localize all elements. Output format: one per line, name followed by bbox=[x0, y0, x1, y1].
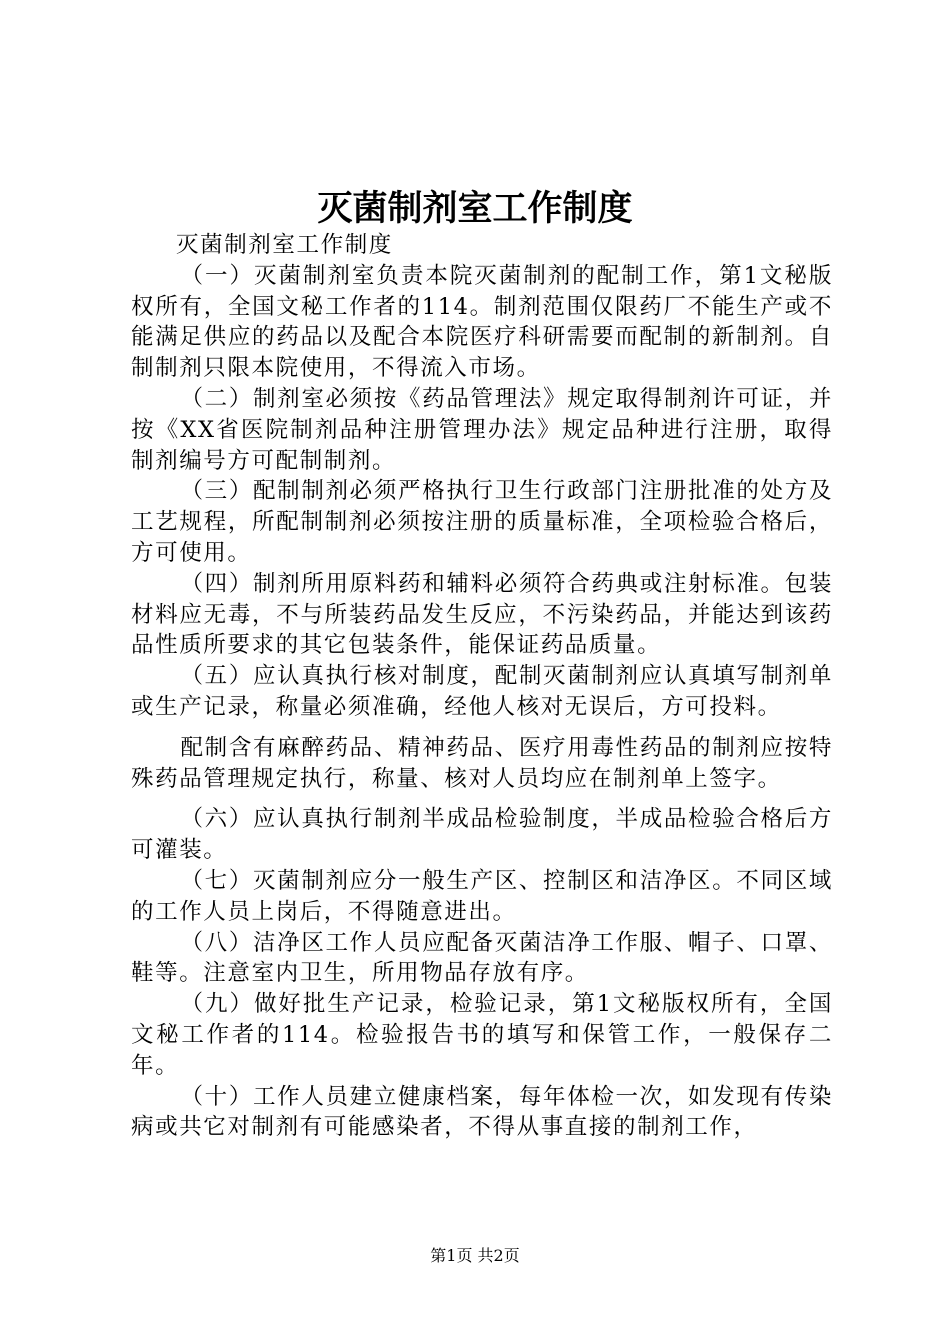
clause-9-paragraph: （九）做好批生产记录，检验记录，第1文秘版权所有，全国文秘工作者的114。检验报告书的填写和保管工作，一般保存二年。 bbox=[131, 991, 833, 1079]
clause-5-paragraph: （五）应认真执行核对制度，配制灭菌制剂应认真填写制剂单或生产记录，称量必须准确，经他人核对无误后，方可投料。 bbox=[131, 663, 833, 720]
page-number-footer: 第1页 共2页 bbox=[430, 1246, 520, 1265]
clause-3-paragraph: （三）配制制剂必须严格执行卫生行政部门注册批准的处方及工艺规程，所配制制剂必须按注册的质量标准，全项检验合格后，方可使用。 bbox=[131, 478, 833, 566]
clause-7-paragraph: （七）灭菌制剂应分一般生产区、控制区和洁净区。不同区域的工作人员上岗后，不得随意进出。 bbox=[131, 867, 833, 925]
clause-10-paragraph: （十）工作人员建立健康档案，每年体检一次，如发现有传染病或共它对制剂有可能感染者，不得从事直接的制剂工作， bbox=[131, 1083, 833, 1141]
clause-6-paragraph: （六）应认真执行制剂半成品检验制度，半成品检验合格后方可灌装。 bbox=[131, 806, 833, 864]
special-drugs-paragraph: 配制含有麻醉药品、精神药品、医疗用毒性药品的制剂应按特殊药品管理规定执行，称量、核对人员均应在制剂单上签字。 bbox=[131, 734, 833, 792]
clause-2-paragraph: （二）制剂室必须按《药品管理法》规定取得制剂许可证，并按《XX省医院制剂品种注册管理办法》规定品种进行注册，取得制剂编号方可配制制剂。 bbox=[131, 385, 833, 474]
document-title: 灭菌制剂室工作制度 bbox=[317, 188, 633, 229]
clause-4-paragraph: （四）制剂所用原料药和辅料必须符合药典或注射标准。包装材料应无毒，不与所装药品发生反应，不污染药品，并能达到该药品性质所要求的其它包装条件，能保证药品质量。 bbox=[131, 570, 833, 659]
subtitle-paragraph: 灭菌制剂室工作制度 bbox=[176, 232, 393, 258]
clause-8-paragraph: （八）洁净区工作人员应配备灭菌洁净工作服、帽子、口罩、鞋等。注意室内卫生，所用物品存放有序。 bbox=[131, 929, 833, 987]
document-body bbox=[131, 230, 833, 1143]
clause-1-paragraph: （一）灭菌制剂室负责本院灭菌制剂的配制工作，第1文秘版权所有，全国文秘工作者的114。制剂范围仅限药厂不能生产或不能满足供应的药品以及配合本院医疗科研需要而配制的新制剂。自制制剂只限本院使用，不得流入市场。 bbox=[131, 262, 833, 382]
